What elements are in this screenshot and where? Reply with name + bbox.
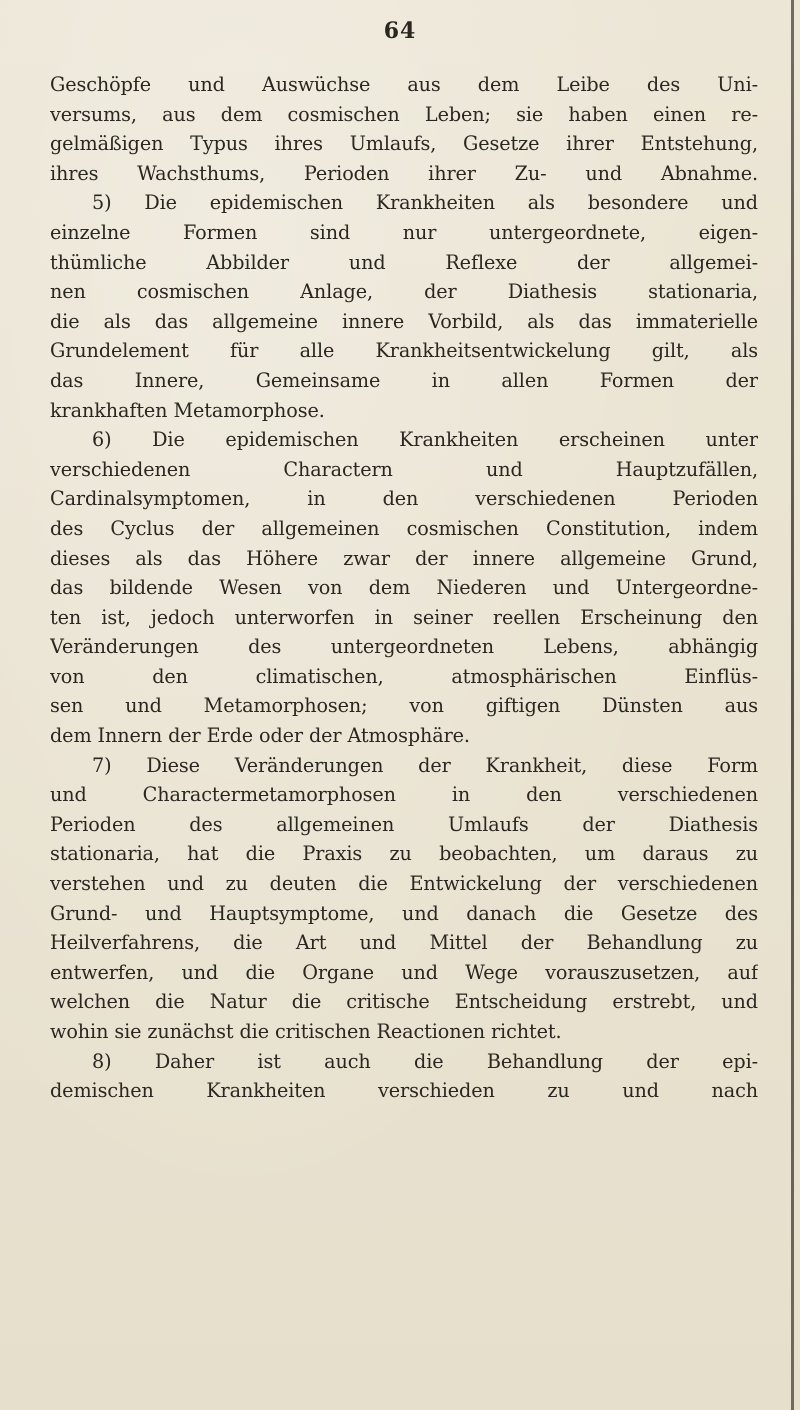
text-line: stationaria, hat die Praxis zu beobachten, um daraus zu [50,842,758,866]
text-line: Cardinalsymptomen, in den verschiedenen Perioden [50,487,758,511]
page-number: 64 [383,18,417,44]
text-line: 6) Die epidemischen Krankheiten erscheinen unter [92,428,758,452]
text-line: verstehen und zu deuten die Entwickelung der verschiedenen [50,872,758,896]
text-line: krankhaften Metamorphose. [50,398,325,422]
text-line: 7) Diese Veränderungen der Krankheit, diese Form [92,753,758,777]
text-line: Grundelement für alle Krankheitsentwickelung gilt, als [50,339,758,363]
page-edge [791,0,794,1410]
text-line: des Cyclus der allgemeinen cosmischen Constitution, indem [50,516,758,540]
text-line: nen cosmischen Anlage, der Diathesis stationaria, [50,280,758,304]
text-line: welchen die Natur die critische Entscheidung erstrebt, und [50,990,758,1014]
text-line: von den climatischen, atmosphärischen Einflüs- [50,664,758,688]
text-line: versums, aus dem cosmischen Leben; sie haben einen re- [50,102,758,126]
text-line: verschiedenen Charactern und Hauptzufällen, [50,457,758,481]
text-line: ten ist, jedoch unterworfen in seiner reellen Erscheinung den [50,605,758,629]
text-line: dieses als das Höhere zwar der innere allgemeine Grund, [50,546,758,570]
text-line: wohin sie zunächst die critischen Reactionen richtet. [50,1020,562,1043]
text-line: sen und Metamorphosen; von giftigen Dünsten aus [50,694,758,718]
text-line: 5) Die epidemischen Krankheiten als besondere und [92,191,758,215]
text-line: das bildende Wesen von dem Niederen und Untergeordne- [50,576,758,600]
text-line: Perioden des allgemeinen Umlaufs der Diathesis [50,812,758,836]
text-line: Geschöpfe und Auswüchse aus dem Leibe des Uni- [50,73,758,96]
text-line: Grund- und Hauptsymptome, und danach die Gesetze des [50,901,758,925]
text-line: Heilverfahrens, die Art und Mittel der Behandlung zu [50,931,758,955]
text-line: und Charactermetamorphosen in den verschiedenen [50,783,758,807]
text-line: ihres Wachsthums, Perioden ihrer Zu- und Abnahme. [50,161,758,185]
text-line: die als das allgemeine innere Vorbild, als das immaterielle [50,309,758,333]
text-line: Veränderungen des untergeordneten Lebens, abhängig [50,635,758,659]
text-line: entwerfen, und die Organe und Wege vorauszusetzen, auf [50,960,758,984]
text-line: 8) Daher ist auch die Behandlung der epi- [92,1049,758,1073]
text-line: thümliche Abbilder und Reflexe der allgemei- [50,250,758,274]
text-line: das Innere, Gemeinsame in allen Formen der [50,368,758,392]
body-text [50,70,758,1106]
text-line: gelmäßigen Typus ihres Umlaufs, Gesetze ihrer Entstehung, [50,132,758,156]
text-line: einzelne Formen sind nur untergeordnete, eigen- [50,220,758,244]
text-line: dem Innern der Erde oder der Atmosphäre. [50,724,470,748]
text-line: demischen Krankheiten verschieden zu und nach [50,1079,758,1103]
